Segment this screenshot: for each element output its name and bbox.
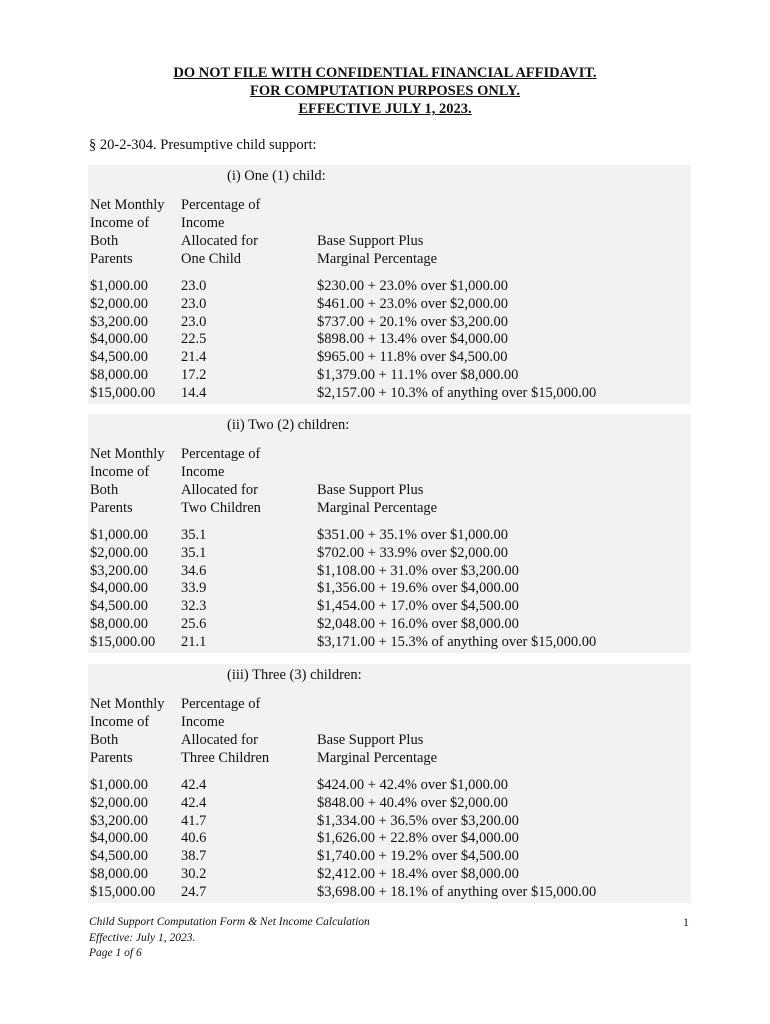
col-head-base-support [317, 731, 437, 767]
page-footer [89, 915, 370, 962]
col-head-line: Base Support Plus [317, 732, 424, 748]
income-cell: $4,000.00 [90, 580, 148, 597]
col-head-income [90, 695, 165, 767]
income-cell: $15,000.00 [90, 883, 156, 900]
percentage-cell: 42.4 [181, 794, 207, 811]
table-row [88, 884, 691, 902]
col-head-percentage [181, 695, 269, 767]
col-head-line: Allocated for [181, 233, 258, 249]
header-line-3: EFFECTIVE JULY 1, 2023. [298, 101, 472, 117]
support-cell: $965.00 + 11.8% over $4,500.00 [317, 349, 508, 366]
income-cell: $3,200.00 [90, 562, 148, 579]
table-row [88, 634, 691, 652]
income-cell: $15,000.00 [90, 384, 156, 401]
support-cell: $1,108.00 + 31.0% over $3,200.00 [317, 562, 519, 579]
col-head-line: Percentage of [181, 696, 261, 712]
support-cell: $737.00 + 20.1% over $3,200.00 [317, 313, 509, 330]
table-rows [88, 777, 691, 902]
table-row [88, 848, 691, 866]
section-two-children [88, 414, 691, 653]
income-cell: $1,000.00 [90, 278, 148, 294]
col-head-percentage [181, 196, 260, 268]
support-cell: $2,157.00 + 10.3% of anything over $15,000.00 [317, 384, 597, 401]
section-one-child [88, 165, 691, 404]
table-rows [88, 527, 691, 652]
table-row [88, 296, 691, 314]
col-head-line: Allocated for [181, 482, 258, 498]
percentage-cell: 40.6 [181, 830, 207, 847]
percentage-cell: 32.3 [181, 598, 207, 615]
support-cell: $461.00 + 23.0% over $2,000.00 [317, 295, 509, 312]
support-cell: $351.00 + 35.1% over $1,000.00 [317, 527, 509, 543]
col-head-line: Base Support Plus [317, 482, 424, 498]
percentage-cell: 23.0 [181, 295, 207, 312]
income-cell: $2,000.00 [90, 295, 148, 312]
support-cell: $1,626.00 + 22.8% over $4,000.00 [317, 830, 519, 847]
income-cell: $1,000.00 [90, 527, 148, 543]
percentage-cell: 17.2 [181, 366, 207, 383]
support-cell: $3,698.00 + 18.1% of anything over $15,000.00 [317, 883, 597, 900]
table-row [88, 349, 691, 367]
col-head-line: Both [90, 233, 119, 249]
support-cell: $2,412.00 + 18.4% over $8,000.00 [317, 865, 519, 882]
table-row [88, 795, 691, 813]
table-row [88, 545, 691, 563]
income-cell: $4,500.00 [90, 598, 148, 615]
col-head-line: Income of [90, 464, 150, 480]
income-cell: $15,000.00 [90, 633, 156, 650]
col-head-line: Parents [90, 500, 133, 516]
support-cell: $1,334.00 + 36.5% over $3,200.00 [317, 812, 519, 829]
income-cell: $4,500.00 [90, 349, 148, 366]
percentage-cell: 23.0 [181, 313, 207, 330]
col-head-line: Net Monthly [90, 696, 165, 712]
footer-line-3: Page 1 of 6 [89, 947, 142, 959]
percentage-cell: 25.6 [181, 615, 207, 632]
percentage-cell: 22.5 [181, 331, 207, 348]
percentage-cell: 23.0 [181, 278, 207, 294]
percentage-cell: 34.6 [181, 562, 207, 579]
income-cell: $1,000.00 [90, 777, 148, 793]
col-head-line: Allocated for [181, 732, 258, 748]
col-head-line: Two Children [181, 500, 261, 516]
income-cell: $2,000.00 [90, 794, 148, 811]
support-cell: $424.00 + 42.4% over $1,000.00 [317, 777, 509, 793]
income-cell: $8,000.00 [90, 865, 148, 882]
income-cell: $4,000.00 [90, 830, 148, 847]
table-row [88, 314, 691, 332]
percentage-cell: 35.1 [181, 544, 207, 561]
section-title: (i) One (1) child: [227, 168, 326, 184]
table-row [88, 580, 691, 598]
footer-line-1: Child Support Computation Form & Net Income Calculation [89, 916, 370, 928]
percentage-cell: 42.4 [181, 777, 207, 793]
table-row [88, 331, 691, 349]
support-cell: $3,171.00 + 15.3% of anything over $15,000.00 [317, 633, 597, 650]
col-head-line: One Child [181, 251, 242, 267]
col-head-line: Percentage of [181, 197, 261, 213]
support-cell: $1,454.00 + 17.0% over $4,500.00 [317, 598, 519, 615]
col-head-line: Marginal Percentage [317, 500, 438, 516]
support-cell: $230.00 + 23.0% over $1,000.00 [317, 278, 509, 294]
col-head-income [90, 196, 165, 268]
support-cell: $1,379.00 + 11.1% over $8,000.00 [317, 366, 519, 383]
percentage-cell: 24.7 [181, 883, 207, 900]
col-head-line: Marginal Percentage [317, 251, 438, 267]
col-head-line: Income [181, 464, 225, 480]
percentage-cell: 41.7 [181, 812, 207, 829]
table-rows [88, 278, 691, 403]
support-cell: $1,356.00 + 19.6% over $4,000.00 [317, 580, 519, 597]
col-head-base-support [317, 481, 437, 517]
header-line-2: FOR COMPUTATION PURPOSES ONLY. [250, 83, 520, 99]
percentage-cell: 21.1 [181, 633, 207, 650]
col-head-line: Parents [90, 750, 133, 766]
table-row [88, 563, 691, 581]
percentage-cell: 30.2 [181, 865, 207, 882]
support-cell: $1,740.00 + 19.2% over $4,500.00 [317, 848, 519, 865]
support-cell: $848.00 + 40.4% over $2,000.00 [317, 794, 509, 811]
col-head-line: Both [90, 482, 119, 498]
income-cell: $8,000.00 [90, 615, 148, 632]
col-head-line: Marginal Percentage [317, 750, 438, 766]
table-row [88, 385, 691, 403]
section-title: (ii) Two (2) children: [227, 417, 350, 433]
footer-line-2: Effective: July 1, 2023. [89, 931, 196, 944]
table-row [88, 367, 691, 385]
col-head-line: Net Monthly [90, 197, 165, 213]
table-row [88, 830, 691, 848]
table-row [88, 866, 691, 884]
support-cell: $898.00 + 13.4% over $4,000.00 [317, 331, 509, 348]
col-head-percentage [181, 445, 261, 517]
support-cell: $2,048.00 + 16.0% over $8,000.00 [317, 615, 519, 632]
percentage-cell: 21.4 [181, 349, 207, 366]
table-row [88, 598, 691, 616]
header-line-1: DO NOT FILE WITH CONFIDENTIAL FINANCIAL AFFIDAVIT. [173, 65, 597, 81]
document-header [0, 64, 770, 118]
table-row [88, 813, 691, 831]
support-cell: $702.00 + 33.9% over $2,000.00 [317, 544, 509, 561]
table-row [88, 616, 691, 634]
col-head-line: Income [181, 215, 225, 231]
col-head-line: Net Monthly [90, 446, 165, 462]
percentage-cell: 35.1 [181, 527, 207, 543]
income-cell: $4,000.00 [90, 331, 148, 348]
col-head-line: Both [90, 732, 119, 748]
col-head-line: Three Children [181, 750, 270, 766]
income-cell: $4,500.00 [90, 848, 148, 865]
percentage-cell: 33.9 [181, 580, 207, 597]
section-title: (iii) Three (3) children: [227, 667, 362, 683]
income-cell: $3,200.00 [90, 313, 148, 330]
percentage-cell: 38.7 [181, 848, 207, 865]
col-head-base-support [317, 232, 437, 268]
col-head-line: Income of [90, 714, 150, 730]
table-row [88, 777, 691, 795]
income-cell: $3,200.00 [90, 812, 148, 829]
statute-heading: § 20-2-304. Presumptive child support: [89, 137, 317, 153]
col-head-line: Parents [90, 251, 133, 267]
section-three-children [88, 664, 691, 903]
percentage-cell: 14.4 [181, 384, 207, 401]
col-head-line: Income [181, 714, 225, 730]
col-head-line: Income of [90, 215, 150, 231]
col-head-income [90, 445, 165, 517]
table-row [88, 527, 691, 545]
income-cell: $2,000.00 [90, 544, 148, 561]
col-head-line: Base Support Plus [317, 233, 424, 249]
col-head-line: Percentage of [181, 446, 261, 462]
table-row [88, 278, 691, 296]
page-number: 1 [683, 915, 689, 929]
income-cell: $8,000.00 [90, 366, 148, 383]
